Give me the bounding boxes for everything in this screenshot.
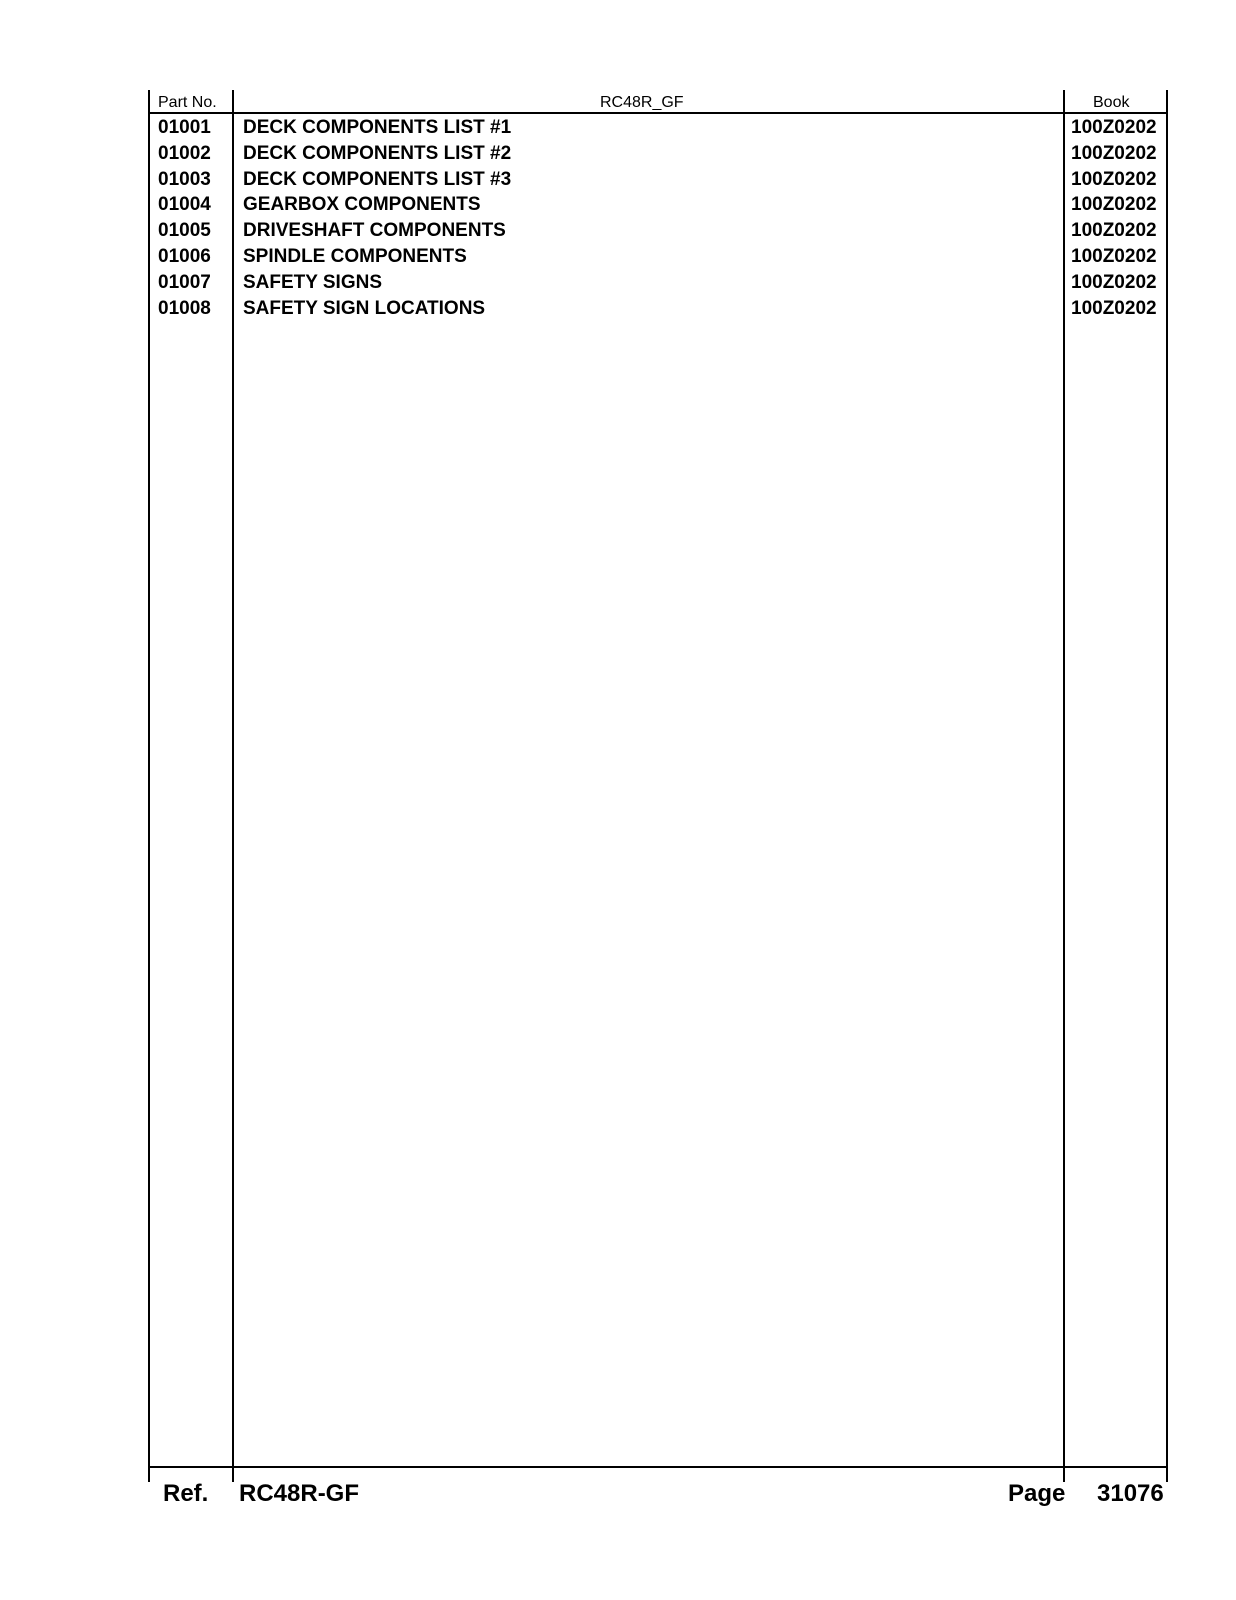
part-description: DRIVESHAFT COMPONENTS [243, 220, 506, 241]
part-number: 01001 [158, 117, 211, 138]
part-number: 01007 [158, 272, 211, 293]
part-number: 01008 [158, 298, 211, 319]
book-number: 100Z0202 [1071, 169, 1157, 190]
part-description: DECK COMPONENTS LIST #3 [243, 169, 512, 190]
book-number: 100Z0202 [1071, 117, 1157, 138]
book-number: 100Z0202 [1071, 143, 1157, 164]
page-label: Page [1008, 1480, 1066, 1507]
page-number: 31076 [1097, 1480, 1164, 1507]
part-no-header: Part No. [158, 94, 217, 111]
book-header: Book [1093, 94, 1130, 111]
part-description: SPINDLE COMPONENTS [243, 246, 467, 267]
part-number: 01002 [158, 143, 211, 164]
table-title: RC48R_GF [600, 94, 684, 111]
table-row [0, 115, 1236, 141]
part-number: 01005 [158, 220, 211, 241]
book-number: 100Z0202 [1071, 298, 1157, 319]
table-row [0, 141, 1236, 167]
part-description: DECK COMPONENTS LIST #1 [243, 117, 512, 138]
part-description: DECK COMPONENTS LIST #2 [243, 143, 512, 164]
part-number: 01006 [158, 246, 211, 267]
ref-label: Ref. [163, 1480, 209, 1507]
table-row [0, 270, 1236, 296]
book-number: 100Z0202 [1071, 246, 1157, 267]
part-description: SAFETY SIGN LOCATIONS [243, 298, 486, 319]
table-row [0, 192, 1236, 218]
book-number: 100Z0202 [1071, 272, 1157, 293]
table-row [0, 296, 1236, 322]
table-row [0, 167, 1236, 193]
part-number: 01004 [158, 194, 211, 215]
book-number: 100Z0202 [1071, 194, 1157, 215]
table-row [0, 218, 1236, 244]
part-number: 01003 [158, 169, 211, 190]
book-number: 100Z0202 [1071, 220, 1157, 241]
footer-rule [148, 1466, 1168, 1468]
ref-value: RC48R-GF [239, 1480, 360, 1507]
part-description: SAFETY SIGNS [243, 272, 383, 293]
part-description: GEARBOX COMPONENTS [243, 194, 481, 215]
table-row [0, 244, 1236, 270]
